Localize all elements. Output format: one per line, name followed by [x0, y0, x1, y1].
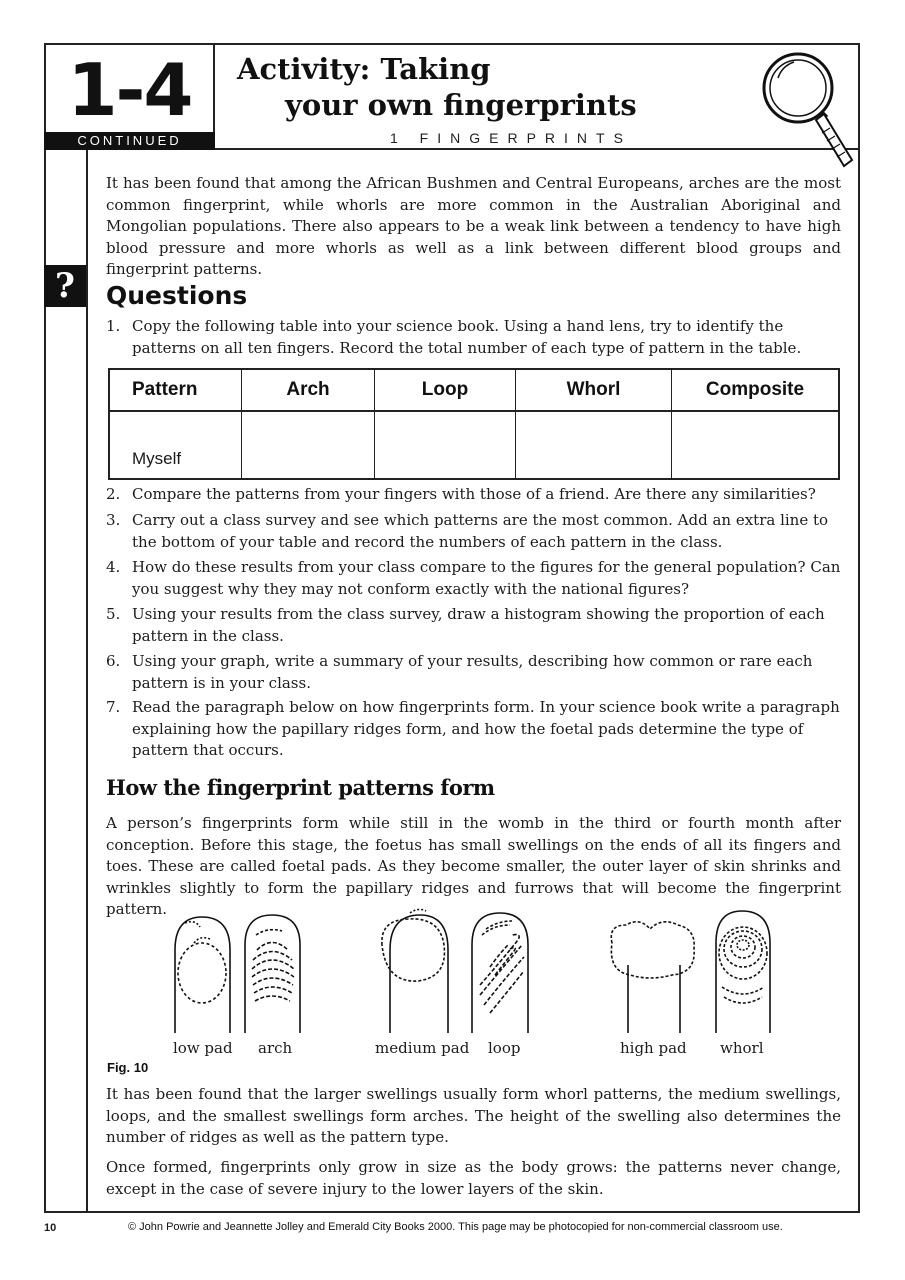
table-header-cell: Arch [242, 369, 375, 411]
question-number: 4. [106, 558, 121, 576]
question-text: Carry out a class survey and see which patterns are the most common. Add an extra line to the bottom of your table and record the numbers of each pattern in the class. [132, 511, 829, 551]
low-pad-finger-illustration [175, 917, 230, 1033]
table-cell: Myself [109, 411, 242, 479]
table-header-cell: Pattern [109, 369, 242, 411]
table-cell [375, 411, 516, 479]
fingerprint-figure [150, 905, 790, 1035]
figure-label-medium-pad: medium pad [375, 1039, 470, 1057]
intro-paragraph: It has been found that among the African Bushmen and Central Europeans, arches are the most common fingerprint, while whorls are more common in the Australian Aboriginal and Mongolian populations. There also appears to be a weak link between a tendency to have high blood pressure and more whorls as well as a link between different blood groups and fingerprint patterns. [106, 174, 841, 278]
magnifying-glass-icon [760, 50, 860, 170]
loop-finger-illustration [472, 913, 528, 1033]
question-number: 7. [106, 698, 121, 716]
table-row [109, 411, 839, 479]
table-cell [516, 411, 672, 479]
section-heading: How the fingerprint patterns form [106, 775, 495, 800]
question-text: Copy the following table into your science book. Using a hand lens, try to identify the patterns on all ten fingers. Record the total number of each type of pattern in the table. [132, 317, 802, 357]
medium-pad-finger-illustration [382, 909, 448, 1033]
question-number: 1. [106, 317, 121, 335]
pattern-table [108, 368, 840, 480]
table-header-cell: Loop [375, 369, 516, 411]
high-pad-finger-illustration [611, 922, 694, 1033]
table-cell [672, 411, 840, 479]
formation-paragraph: A person’s fingerprints form while still in the womb in the third or fourth month after conception. Before this stage, the foetus has small swellings on the ends of all its fingers and toes. These are called foetal pads. As they become smaller, the outer layer of skin shrinks and wrinkles slightly to form the papillary ridges and furrows that will become the fingerprint pattern. [106, 814, 841, 918]
figure-label-whorl: whorl [720, 1039, 764, 1057]
growth-paragraph: Once formed, fingerprints only grow in size as the body grows: the patterns never change, except in the case of severe injury to the lower layers of the skin. [106, 1158, 841, 1198]
whorl-finger-illustration [716, 911, 770, 1033]
question-number: 2. [106, 485, 121, 503]
question-text: How do these results from your class compare to the figures for the general population? Can you suggest why they may not conform exactly with the national figures? [132, 558, 841, 598]
section-subtitle: 1 FINGERPRINTS [390, 130, 632, 146]
question-number: 3. [106, 511, 121, 529]
question-number: 6. [106, 652, 121, 670]
left-margin-rule [86, 150, 88, 1213]
figure-label-arch: arch [258, 1039, 293, 1057]
activity-title-line1: Activity: Taking [237, 52, 491, 86]
figure-caption: Fig. 10 [107, 1060, 149, 1075]
swellings-paragraph: It has been found that the larger swellings usually form whorl patterns, the medium swellings, loops, and the smallest swellings form arches. The height of the swelling also determines the number of ridges as well as the pattern type. [106, 1085, 841, 1146]
arch-finger-illustration [245, 915, 300, 1033]
table-header-cell: Composite [672, 369, 840, 411]
figure-label-low-pad: low pad [173, 1039, 233, 1057]
table-header-cell: Whorl [516, 369, 672, 411]
continued-banner: CONTINUED [44, 132, 215, 150]
question-mark-icon: ? [44, 265, 86, 307]
questions-heading: Questions [106, 281, 248, 310]
question-number: 5. [106, 605, 121, 623]
table-cell [242, 411, 375, 479]
question-text: Using your graph, write a summary of your results, describing how common or rare each pattern is in your class. [132, 652, 813, 692]
table-header-row [109, 369, 839, 411]
copyright-notice: © John Powrie and Jeannette Jolley and Emerald City Books 2000. This page may be photocopied for non-commercial classroom use. [128, 1221, 783, 1233]
activity-number: 1-4 [67, 48, 192, 132]
question-text: Compare the patterns from your fingers with those of a friend. Are there any similarities? [132, 485, 816, 503]
figure-label-loop: loop [488, 1039, 521, 1057]
question-text: Using your results from the class survey, draw a histogram showing the proportion of each pattern in the class. [132, 605, 825, 645]
activity-title-line2: your own fingerprints [285, 88, 637, 122]
question-text: Read the paragraph below on how fingerprints form. In your science book write a paragraph explaining how the papillary ridges form, and how the foetal pads determine the type of pattern that occurs. [132, 698, 840, 759]
figure-label-high-pad: high pad [620, 1039, 687, 1057]
page-number: 10 [44, 1222, 57, 1234]
